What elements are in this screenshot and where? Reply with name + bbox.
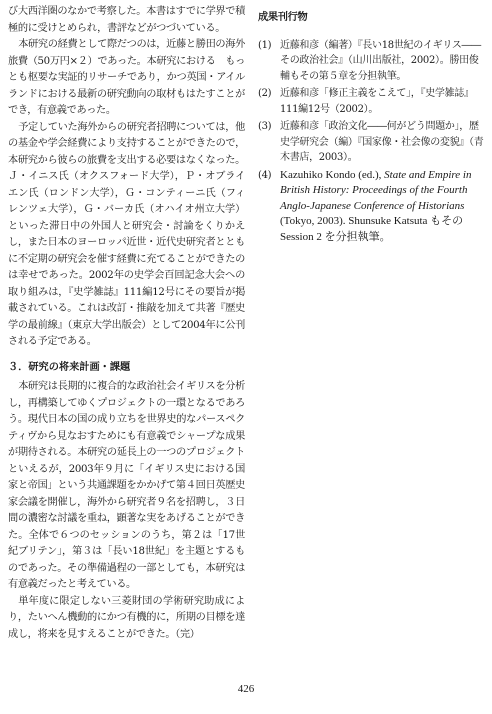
publication-item bbox=[258, 119, 486, 166]
publication-number: (1) bbox=[258, 39, 272, 51]
publications-heading: 成果刊行物 bbox=[258, 12, 308, 23]
paragraph-researcher-invitations: 予定していた海外からの研究者招聘については，他の基金や学会経費により支持することができたので，本研究から彼らの旅費を支出する必要はなくなった。Ｊ・イニス氏（オクスフォード大学），Ｐ・オブライエン氏（ロンドン大学），Ｇ・コンティーニ氏（フィレンツェ大学），Ｇ・バーカ氏（オハイオ州立大学）といった滞日中の外国人と研究会・討論をくりかえし，また日本のヨーロッパ近世・近代史研究者とともに不定期の研究会を催す経費に充てることができたのは幸せであった。2002年の史学会百回記念大会への取り組みは，『史学雑誌』111編12号にその要旨が掲載されている。これは改訂・推敲を加えて共著『歴史学の最前線』（東京大学出版会）として2004年に公刊される予定である。 bbox=[8, 121, 245, 347]
publication-item bbox=[258, 38, 486, 85]
publication-title: State and Empire in British History: Proceedings of the Fourth Anglo-Japanese Conference of Historians bbox=[280, 168, 472, 212]
publications-list bbox=[258, 38, 486, 246]
right-column bbox=[258, 10, 486, 247]
section-heading-future-plans: ３．研究の将来計画・課題 bbox=[8, 361, 131, 373]
paragraph-future-plans: 本研究は長期的に複合的な政治社会イギリスを分析し，再構築してゆくプロジェクトの一環となるであろう。現代日本の国の成り立ちを世界史的なパースペクティヴから見なおすためにも有意義でシャープな成果が期待される。本研究の延長上の一つのプロジェクトといえるが，2003年９月に「イギリス史における国家と帝国」という共通課題をかかげて第４回日英歴史家会議を開催し，海外から研究者９名を招聘し，３日間の濃密な討議を重ね，顕著な実をあげることができた。全体で６つのセッションのうち，第２は「17世紀ブリテン」，第３は「長い18世紀」を主題とするものであった。その準備過程の一部としても，本研究は有意義だったと考えている。 bbox=[8, 381, 245, 590]
publication-number: (4) bbox=[258, 169, 272, 181]
publication-text: 近藤和彦「政治文化――何がどう問題か」，歴史学研究会（編）『国家像・社会像の変貌』（青木書店，2003）。 bbox=[280, 121, 484, 163]
left-column bbox=[8, 4, 245, 643]
publication-item bbox=[258, 86, 486, 117]
paragraph-travel-expenses: 本研究の経費として際だつのは，近藤と勝田の海外旅費（50万円×２）であった。本研究における もっとも枢要な実証的リサーチであり，かつ英国・アイルランドにおける最新の研究動向の取材もはたすことができ，有意義であった。 bbox=[8, 39, 245, 116]
paragraph-intro-continuation: び大西洋圏のなかで考察した。本書はすでに学界で積極的に受けとめられ，書評などがつづいている。 bbox=[8, 6, 245, 34]
publication-text bbox=[280, 168, 486, 246]
publication-text: 近藤和彦「修正主義をこえて」，『史学雑誌』111編12号（2002）。 bbox=[280, 88, 474, 115]
publication-details: (Tokyo, 2003). Shunsuke Katsuta もその Session 2 を分担執筆。 bbox=[280, 215, 464, 243]
publication-number: (2) bbox=[258, 88, 272, 99]
publication-item bbox=[258, 168, 486, 246]
page-number: 426 bbox=[237, 683, 255, 695]
paragraph-conclusion: 単年度に限定しない三菱財団の学術研究助成により，たいへん機動的にかつ有機的に，所期の目標を達成し，将来を見すえることができた。（完） bbox=[8, 595, 245, 640]
publication-text: 近藤和彦（編著）『長い18世紀のイギリス――その政治社会』（山川出版社，2002）。勝田俊輔もその第５章を分担執筆。 bbox=[280, 39, 481, 82]
publication-number: (3) bbox=[258, 121, 272, 132]
publication-author: Kazuhiko Kondo (ed.), bbox=[280, 168, 385, 181]
